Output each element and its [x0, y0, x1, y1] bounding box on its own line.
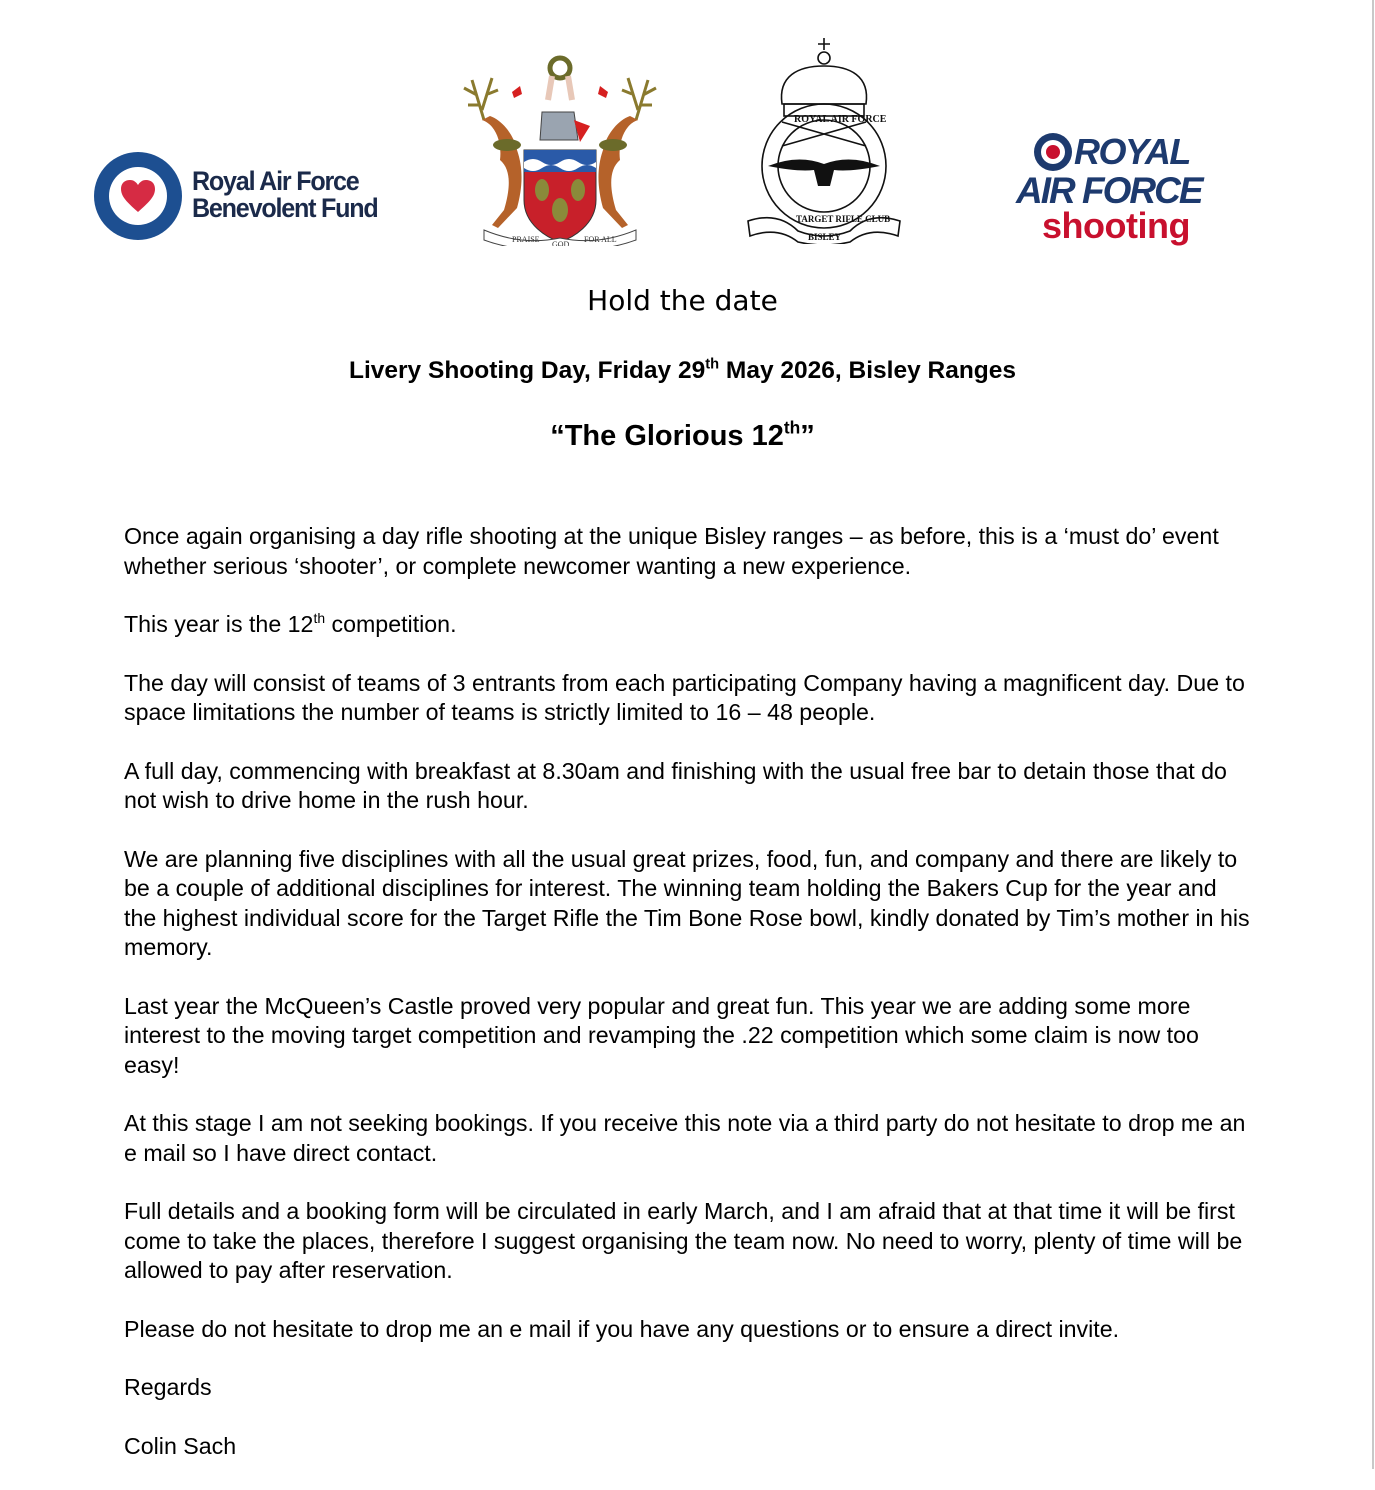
paragraph: Last year the McQueen’s Castle proved very popular and great fun. This year we are adding some more interest to the moving target competition and revamping the .22 competition which some claim is now too easy! — [124, 992, 1199, 1078]
hold-the-date-title: Hold the date — [587, 284, 778, 317]
paragraph: Once again organising a day rifle shooting at the unique Bisley ranges – as before, this is a ‘must do’ event whether serious ‘shooter’, or complete newcomer wanting a new experience. — [124, 523, 1219, 579]
svg-text:ROYAL AIR FORCE: ROYAL AIR FORCE — [794, 114, 887, 125]
svg-text:FOR ALL: FOR ALL — [584, 235, 617, 244]
raf-shooting-logo: ROYAL AIR FORCE shooting — [1016, 131, 1202, 246]
paragraph: The day will consist of teams of 3 entrants from each participating Company having a magnificent day. Due to space limitations the number of teams is strictly limited to 16 – 48 people. — [124, 669, 1245, 725]
svg-text:PRAISE: PRAISE — [512, 235, 540, 244]
paragraph: We are planning five disciplines with all the usual great prizes, food, fun, and company and there are likely to be a couple of additional disciplines for interest. The winning team holding the Bakers Cup for the year and the highest individual score for the Target Rifle the Tim Bone Rose bowl, kindly donated by Tim’s mother in his memory. — [124, 845, 1250, 960]
svg-text:TARGET RIFLE CLUB: TARGET RIFLE CLUB — [796, 214, 891, 224]
coat-of-arms-logo — [462, 50, 658, 246]
raf-benevolent-fund-logo — [94, 152, 404, 242]
closing: Regards — [124, 1374, 212, 1400]
svg-text:BISLEY: BISLEY — [808, 232, 842, 242]
paragraph: This year is the 12th competition. — [124, 609, 457, 637]
paragraph: Please do not hesitate to drop me an e mail if you have any questions or to ensure a direct invite. — [124, 1315, 1120, 1342]
paragraph: At this stage I am not seeking bookings. If you receive this note via a third party do not hesitate to drop me an e mail so I have direct contact. — [124, 1110, 1246, 1166]
signature: Colin Sach — [124, 1432, 237, 1459]
target-rifle-club-badge — [738, 36, 910, 244]
event-title: Livery Shooting Day, Friday 29th May 2026, Bisley Ranges — [348, 356, 1017, 384]
raf-benevolent-fund-text: Royal Air Force Benevolent Fund — [192, 166, 378, 223]
event-subtitle: “The Glorious 12th” — [550, 417, 815, 452]
roundel-icon — [1034, 133, 1072, 171]
letter-body — [124, 522, 1254, 1490]
page-edge — [1372, 0, 1374, 1469]
heart-icon — [120, 179, 156, 213]
paragraph: Full details and a booking form will be circulated in early March, and I am afraid that at that time it will be first come to take the places, therefore I suggest organising the team now. No need to worry, plenty of time will be allowed to pay after reservation. — [124, 1198, 1243, 1283]
logo-banner — [0, 0, 1370, 260]
paragraph: A full day, commencing with breakfast at 8.30am and finishing with the usual free bar to detain those that do not wish to drive home in the rush hour. — [124, 757, 1227, 813]
svg-text:GOD: GOD — [552, 240, 570, 246]
